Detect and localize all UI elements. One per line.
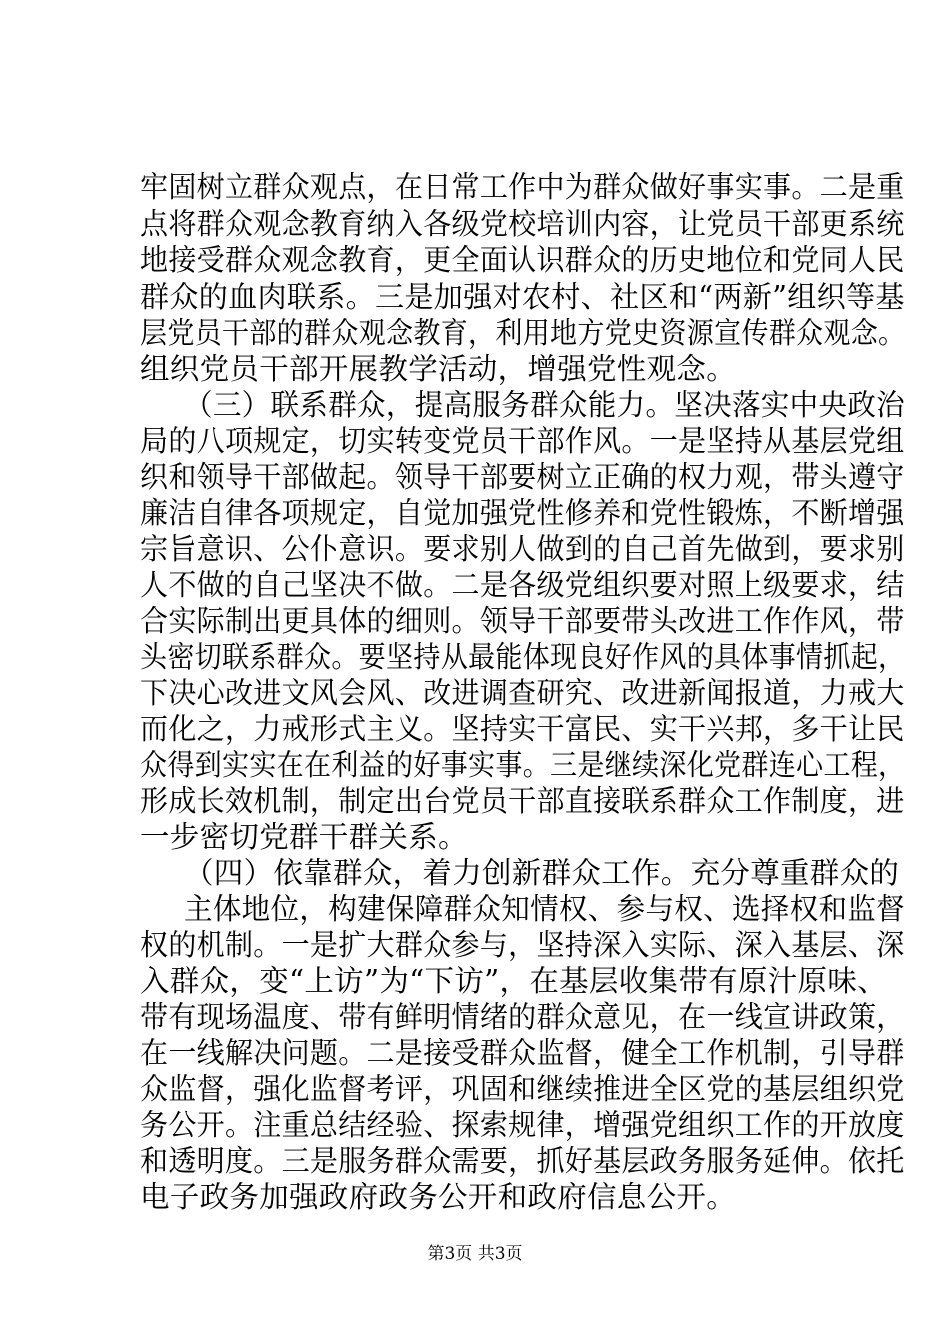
text-line: 电子政务加强政府政务公开和政府信息公开。	[140, 1180, 737, 1214]
text-line: 众得到实实在在利益的好事实事。三是继续深化党群连心工程，	[140, 748, 906, 782]
text-line: 下决心改进文风会风、改进调查研究、改进新闻报道，力戒大	[140, 676, 905, 710]
text-line: 点将群众观念教育纳入各级党校培训内容，让党员干部更系统	[140, 207, 905, 241]
text-line: 和透明度。三是服务群众需要，抓好基层政务服务延伸。依托	[140, 1144, 905, 1178]
text-line: 层党员干部的群众观念教育，利用地方党史资源宣传群众观念。	[140, 316, 906, 350]
text-line: 地接受群众观念教育，更全面认识群众的历史地位和党同人民	[140, 243, 905, 277]
text-line: 主体地位，构建保障群众知情权、参与权、选择权和监督	[184, 892, 906, 926]
text-line: 廉洁自律各项规定，自觉加强党性修养和党性锻炼，不断增强	[140, 496, 905, 530]
text-line: 务公开。注重总结经验、探索规律，增强党组织工作的开放度	[140, 1108, 905, 1142]
text-line: 牢固树立群众观点，在日常工作中为群众做好事实事。二是重	[140, 170, 905, 204]
page-footer: 第3页 共3页	[427, 1244, 523, 1264]
text-line: 宗旨意识、公仆意识。要求别人做到的自己首先做到，要求别	[140, 532, 905, 566]
text-line: 带有现场温度、带有鲜明情绪的群众意见，在一线宣讲政策，	[140, 1000, 905, 1034]
text-line: 权的机制。一是扩大群众参与，坚持深入实际、深入基层、深	[140, 928, 905, 962]
text-line: 众监督，强化监督考评，巩固和继续推进全区党的基层组织党	[140, 1072, 905, 1106]
text-line: 群众的血肉联系。三是加强对农村、社区和“两新”组织等基	[140, 280, 905, 314]
section-heading-line: （三）联系群众，提高服务群众能力。坚决落实中央政治	[184, 388, 906, 422]
text-line: 组织党员干部开展教学活动，增强党性观念。	[140, 352, 737, 386]
text-line: 局的八项规定，切实转变党员干部作风。一是坚持从基层党组	[140, 424, 905, 458]
text-line: 而化之，力戒形式主义。坚持实干富民、实干兴邦，多干让民	[140, 712, 905, 746]
text-line: 头密切联系群众。要坚持从最能体现良好作风的具体事情抓起，	[140, 640, 906, 674]
text-line: 入群众，变“上访”为“下访”，在基层收集带有原汁原味、	[140, 964, 887, 998]
text-line: 合实际制出更具体的细则。领导干部要带头改进工作作风，带	[140, 604, 905, 638]
text-line: 织和领导干部做起。领导干部要树立正确的权力观，带头遵守	[140, 460, 905, 494]
text-line: 一步密切党群干群关系。	[140, 820, 468, 854]
section-heading-line: （四）依靠群众，着力创新群众工作。充分尊重群众的	[184, 856, 900, 890]
text-line: 在一线解决问题。二是接受群众监督，健全工作机制，引导群	[140, 1036, 905, 1070]
text-line: 人不做的自己坚决不做。二是各级党组织要对照上级要求，结	[140, 568, 905, 602]
text-line: 形成长效机制，制定出台党员干部直接联系群众工作制度，进	[140, 784, 905, 818]
